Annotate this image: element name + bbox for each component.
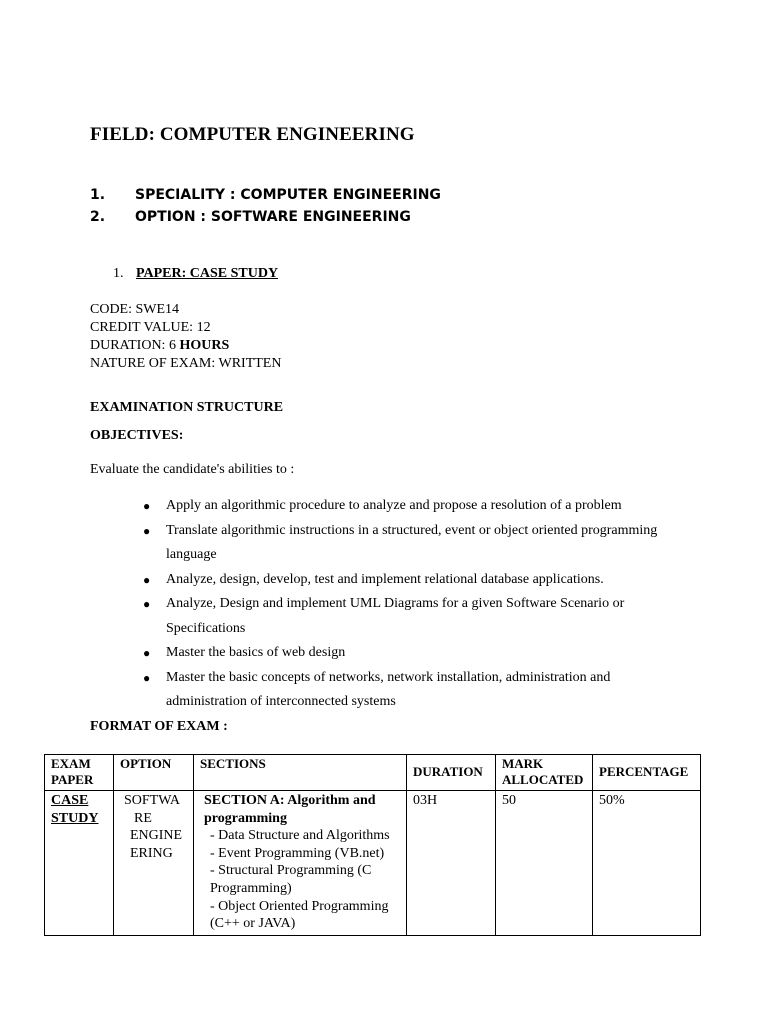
option-line-4: ERING bbox=[130, 845, 173, 861]
field-title: FIELD: COMPUTER ENGINEERING bbox=[90, 124, 415, 145]
option-line-3: ENGINE bbox=[130, 828, 183, 843]
header-duration: DURATION bbox=[407, 755, 496, 791]
paper-meta bbox=[90, 301, 281, 373]
objective-text: Translate algorithmic instructions in a structured, event or object oriented programming language bbox=[166, 522, 658, 562]
section-item: - Structural Programming (C Programming) bbox=[210, 863, 372, 896]
cell-percentage: 50% bbox=[593, 791, 701, 936]
list-item bbox=[140, 494, 670, 519]
code-line: CODE: SWE14 bbox=[90, 302, 180, 317]
cell-duration: 03H bbox=[407, 791, 496, 936]
section-item: - Object Oriented Programming (C++ or JAVA) bbox=[210, 898, 389, 932]
exam-format-table bbox=[44, 754, 701, 936]
paper-number: 1. bbox=[113, 266, 124, 281]
bullet-icon: ● bbox=[143, 523, 151, 538]
table-row bbox=[45, 791, 701, 936]
credit-line: CREDIT VALUE: 12 bbox=[90, 320, 211, 335]
objective-text: Master the basic concepts of networks, network installation, administration and administration of interconnected systems bbox=[166, 669, 611, 709]
bullet-icon: ● bbox=[143, 499, 151, 513]
paper-heading bbox=[113, 266, 278, 282]
bullet-icon: ● bbox=[143, 572, 151, 587]
objectives-intro: Evaluate the candidate's abilities to : bbox=[90, 462, 295, 477]
header-percentage: PERCENTAGE bbox=[593, 755, 701, 791]
option-line bbox=[90, 209, 411, 225]
speciality-text: SPECIALITY : COMPUTER ENGINEERING bbox=[135, 187, 441, 203]
bullet-icon: ● bbox=[143, 646, 151, 660]
duration-line bbox=[90, 337, 281, 355]
option-number: 2. bbox=[90, 209, 106, 225]
section-item: - Data Structure and Algorithms bbox=[210, 828, 390, 844]
list-item bbox=[140, 568, 670, 593]
header-exam-paper: EXAM PAPER bbox=[45, 755, 114, 791]
cell-sections bbox=[194, 791, 407, 936]
paper-title: PAPER: CASE STUDY bbox=[136, 266, 279, 281]
bullet-icon: ● bbox=[143, 670, 151, 685]
header-mark-allocated: MARK ALLOCATED bbox=[496, 755, 593, 791]
header-option: OPTION bbox=[114, 755, 194, 791]
objectives-heading: OBJECTIVES: bbox=[90, 428, 184, 443]
cell-mark: 50 bbox=[496, 791, 593, 936]
option-line-2: RE bbox=[134, 810, 152, 826]
section-item: - Event Programming (VB.net) bbox=[210, 845, 385, 861]
table-header-row bbox=[45, 755, 701, 791]
objective-text: Analyze, Design and implement UML Diagrams for a given Software Scenario or Specifications bbox=[166, 596, 625, 636]
exam-structure-heading: EXAMINATION STRUCTURE bbox=[90, 400, 284, 415]
list-item bbox=[140, 592, 670, 641]
list-item bbox=[140, 519, 670, 568]
duration-prefix: DURATION: 6 bbox=[90, 338, 180, 353]
option-text: OPTION : SOFTWARE ENGINEERING bbox=[135, 209, 411, 225]
speciality-number: 1. bbox=[90, 187, 106, 203]
section-a-title: SECTION A: Algorithm and programming bbox=[204, 793, 376, 826]
header-sections: SECTIONS bbox=[194, 755, 407, 791]
option-line-1: SOFTWA bbox=[124, 793, 181, 808]
objective-text: Apply an algorithmic procedure to analyze and propose a resolution of a problem bbox=[166, 498, 622, 513]
cell-exam-paper: CASE STUDY bbox=[45, 791, 114, 936]
objective-text: Master the basics of web design bbox=[166, 645, 346, 660]
cell-option bbox=[114, 791, 194, 936]
duration-unit: HOURS bbox=[179, 338, 230, 353]
format-heading: FORMAT OF EXAM : bbox=[90, 719, 228, 734]
list-item bbox=[140, 641, 670, 666]
list-item bbox=[140, 666, 670, 715]
nature-line: NATURE OF EXAM: WRITTEN bbox=[90, 356, 282, 371]
speciality-line bbox=[90, 187, 441, 203]
objective-text: Analyze, design, develop, test and implement relational database applications. bbox=[166, 571, 604, 587]
objectives-list bbox=[140, 494, 670, 715]
bullet-icon: ● bbox=[143, 597, 151, 611]
